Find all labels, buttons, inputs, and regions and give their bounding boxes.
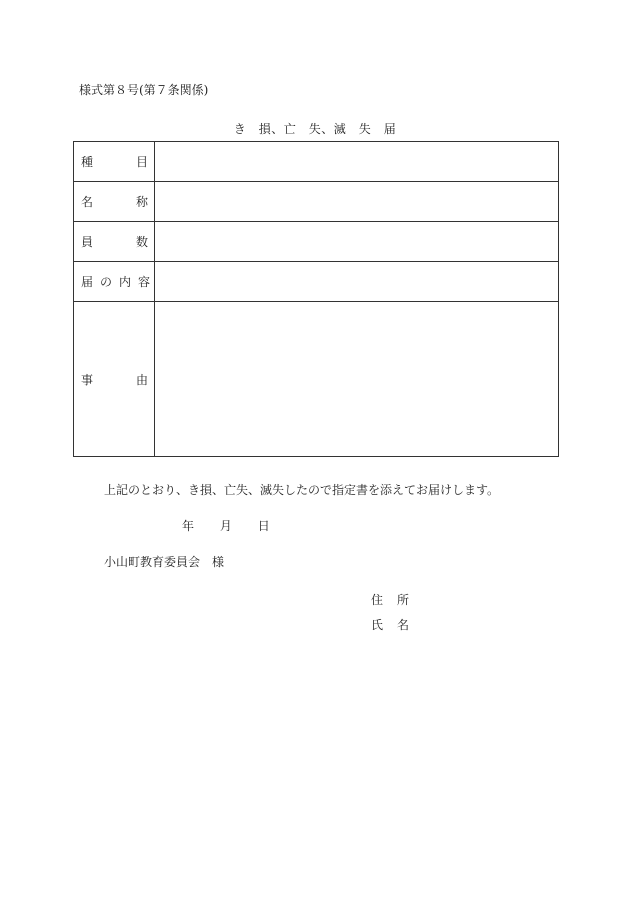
date-line <box>148 517 270 534</box>
label-char: 住 <box>371 593 384 607</box>
date-day-field[interactable] <box>236 519 258 533</box>
label-cell-count <box>74 222 155 262</box>
label-char: 容 <box>137 275 150 289</box>
name-field[interactable] <box>155 182 559 222</box>
date-month-label: 月 <box>219 519 232 533</box>
label-char: 称 <box>135 195 148 209</box>
reason-field[interactable] <box>155 302 559 457</box>
address-label <box>371 591 409 608</box>
label-cell-category <box>74 142 155 182</box>
name-label <box>371 616 409 633</box>
document-title: き 損、亡 失、滅 失 届 <box>233 122 397 136</box>
table-row-reason <box>74 302 559 457</box>
label-char: 届 <box>81 275 94 289</box>
table-row-name <box>74 182 559 222</box>
notification-form-table <box>73 141 559 457</box>
form-number: 様式第８号(第７条関係) <box>79 83 209 97</box>
label-char: 由 <box>135 372 148 387</box>
label-char: 所 <box>397 593 410 607</box>
label-char: 員 <box>81 235 94 249</box>
contents-field[interactable] <box>155 262 559 302</box>
label-char: 名 <box>397 618 410 632</box>
label-char: 数 <box>135 235 148 249</box>
table-row-contents <box>74 262 559 302</box>
date-year-label: 年 <box>182 519 195 533</box>
table-row-category <box>74 142 559 182</box>
label-char: 内 <box>118 275 131 289</box>
label-char: 名 <box>81 195 94 209</box>
addressee: 小山町教育委員会 様 <box>104 555 225 569</box>
count-field[interactable] <box>155 222 559 262</box>
label-char: 目 <box>135 155 148 169</box>
date-year-field[interactable] <box>148 519 182 533</box>
table-row-count <box>74 222 559 262</box>
date-day-label: 日 <box>257 519 270 533</box>
label-char: 氏 <box>371 618 384 632</box>
label-char: の <box>99 275 112 289</box>
declaration-text: 上記のとおり、き損、亡失、滅失したので指定書を添えてお届けします。 <box>104 483 500 497</box>
category-field[interactable] <box>155 142 559 182</box>
label-cell-contents <box>74 262 155 302</box>
label-cell-reason <box>74 302 155 457</box>
label-char: 事 <box>81 372 94 387</box>
label-cell-name <box>74 182 155 222</box>
label-char: 種 <box>81 155 94 169</box>
date-month-field[interactable] <box>198 519 220 533</box>
